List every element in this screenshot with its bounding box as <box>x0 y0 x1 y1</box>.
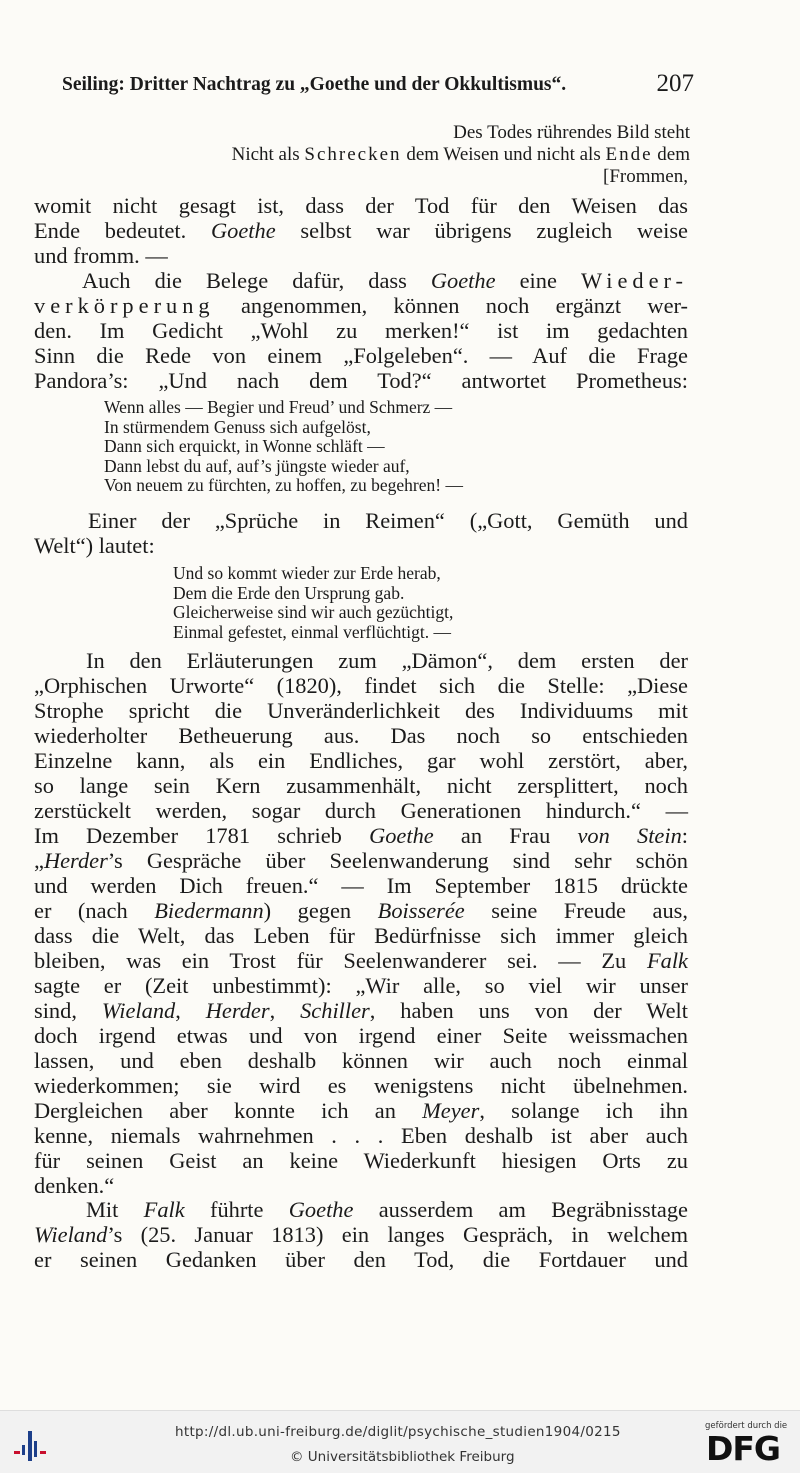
running-title: Seiling: Dritter Nachtrag zu „Goethe und der Okkultismus“. <box>62 74 567 95</box>
text-line: „Orphischen Urworte“ (1820), findet sich die Stelle: „Diese <box>34 673 688 698</box>
text-line: den. Im Gedicht „Wohl zu merken!“ ist im gedachten <box>34 318 688 343</box>
text-line: wiederkommen; sie wird es wenigstens nicht übelnehmen. <box>34 1073 688 1098</box>
paragraph-2 <box>34 268 688 393</box>
text-line: Im Dezember 1781 schrieb Goethe an Frau von Stein: <box>34 823 689 848</box>
text-line: doch irgend etwas und von irgend einer Seite weissmachen <box>34 1023 688 1048</box>
paragraph-3 <box>34 508 688 558</box>
text-line: und werden Dich freuen.“ — Im September 1815 drückte <box>34 873 688 898</box>
text-line: lassen, und eben deshalb können wir auch noch einmal <box>34 1048 688 1073</box>
copyright-notice: © Universitätsbibliothek Freiburg <box>290 1449 515 1465</box>
verse-line: In stürmendem Genuss sich aufgelöst, <box>104 416 371 437</box>
text-line: denken.“ <box>34 1173 115 1198</box>
permalink-url[interactable]: http://dl.ub.uni-freiburg.de/diglit/psychische_studien1904/0215 <box>175 1424 621 1440</box>
paragraph-4 <box>34 648 688 1198</box>
text-line: bleiben, was ein Trost für Seelenwanderer sei. — Zu Falk <box>34 948 688 973</box>
text-line: zerstückelt werden, sogar durch Generationen hindurch.“ — <box>34 798 688 823</box>
verse-line: Einmal gefestet, einmal verflüchtigt. — <box>173 621 451 642</box>
text-line: womit nicht gesagt ist, dass der Tod für den Weisen das <box>34 193 688 218</box>
verse-line: Von neuem zu fürchten, zu hoffen, zu begehren! — <box>104 475 463 496</box>
epigraph-line: Des Todes rührendes Bild steht <box>453 122 690 143</box>
dfg-logo: DFG <box>706 1429 781 1468</box>
ub-freiburg-logo-icon <box>10 1425 50 1465</box>
text-line: und fromm. — <box>34 243 168 268</box>
funding-note: gefördert durch die <box>705 1421 788 1431</box>
verse-line: Und so kommt wieder zur Erde herab, <box>173 563 441 583</box>
text-line: er (nach Biedermann) gegen Boisserée seine Freude aus, <box>34 898 688 923</box>
text-line: verkörperung angenommen, können noch ergänzt wer- <box>34 293 688 318</box>
text-line: In den Erläuterungen zum „Dämon“, dem ersten der <box>86 648 688 673</box>
verse-line: Dann lebst du auf, auf’s jüngste wieder auf, <box>104 455 410 476</box>
text-line: Ende bedeutet. Goethe selbst war übrigens zugleich weise <box>34 218 688 243</box>
text-line: Sinn die Rede von einem „Folgeleben“. — Auf die Frage <box>34 343 688 368</box>
paragraph-5 <box>34 1197 688 1272</box>
text-line: kenne, niemals wahrnehmen . . . Eben deshalb ist aber auch <box>34 1123 688 1148</box>
text-line: Einzelne kann, als ein Endliches, gar wohl zerstört, aber, <box>34 748 688 773</box>
text-line: sind, Wieland, Herder, Schiller, haben uns von der Welt <box>34 998 688 1023</box>
text-line: „Herder’s Gespräche über Seelenwanderung sind sehr schön <box>34 848 688 873</box>
text-line: Pandora’s: „Und nach dem Tod?“ antwortet Prometheus: <box>34 368 688 393</box>
page-number: 207 <box>656 70 694 97</box>
verse-line: Dem die Erde den Ursprung gab. <box>173 582 405 603</box>
verse-line: Wenn alles — Begier und Freud’ und Schmerz — <box>104 397 453 417</box>
text-line: für seinen Geist an keine Wiederkunft hiesigen Orts zu <box>34 1148 688 1173</box>
text-line: dass die Welt, das Leben für Bedürfnisse sich immer gleich <box>34 923 688 948</box>
epigraph-line: [Frommen, <box>603 166 688 187</box>
text-line: Strophe spricht die Unveränderlichkeit des Individuums mit <box>34 698 688 723</box>
verse-line: Gleicherweise sind wir auch gezüchtigt, <box>173 602 454 623</box>
text-line: Dergleichen aber konnte ich an Meyer, solange ich ihn <box>34 1098 688 1123</box>
text-line: Welt“) lautet: <box>34 533 155 558</box>
text-line: sagte er (Zeit unbestimmt): „Wir alle, so viel wir unser <box>34 973 688 998</box>
text-line: Auch die Belege dafür, dass Goethe eine Wieder- <box>82 268 688 293</box>
text-line: so lange sein Kern zusammenhält, nicht zersplittert, noch <box>34 773 688 798</box>
page-header <box>62 66 694 100</box>
paragraph-1 <box>34 193 688 268</box>
verse-prometheus <box>104 398 463 496</box>
text-line: Einer der „Sprüche in Reimen“ („Gott, Gemüth und <box>88 508 688 533</box>
text-line: er seinen Gedanken über den Tod, die Fortdauer und <box>34 1247 688 1272</box>
text-line: Mit Falk führte Goethe ausserdem am Begräbnisstage <box>86 1197 688 1222</box>
viewer-footer <box>0 1410 800 1473</box>
text-line: wiederholter Betheuerung aus. Das noch so entschieden <box>34 723 688 748</box>
epigraph-line: Nicht als Schrecken dem Weisen und nicht als Ende dem <box>231 144 690 165</box>
text-line: Wieland’s (25. Januar 1813) ein langes Gespräch, in welchem <box>34 1222 688 1247</box>
verse-line: Dann sich erquickt, in Wonne schläft — <box>104 436 385 457</box>
verse-sprueche <box>173 564 453 642</box>
